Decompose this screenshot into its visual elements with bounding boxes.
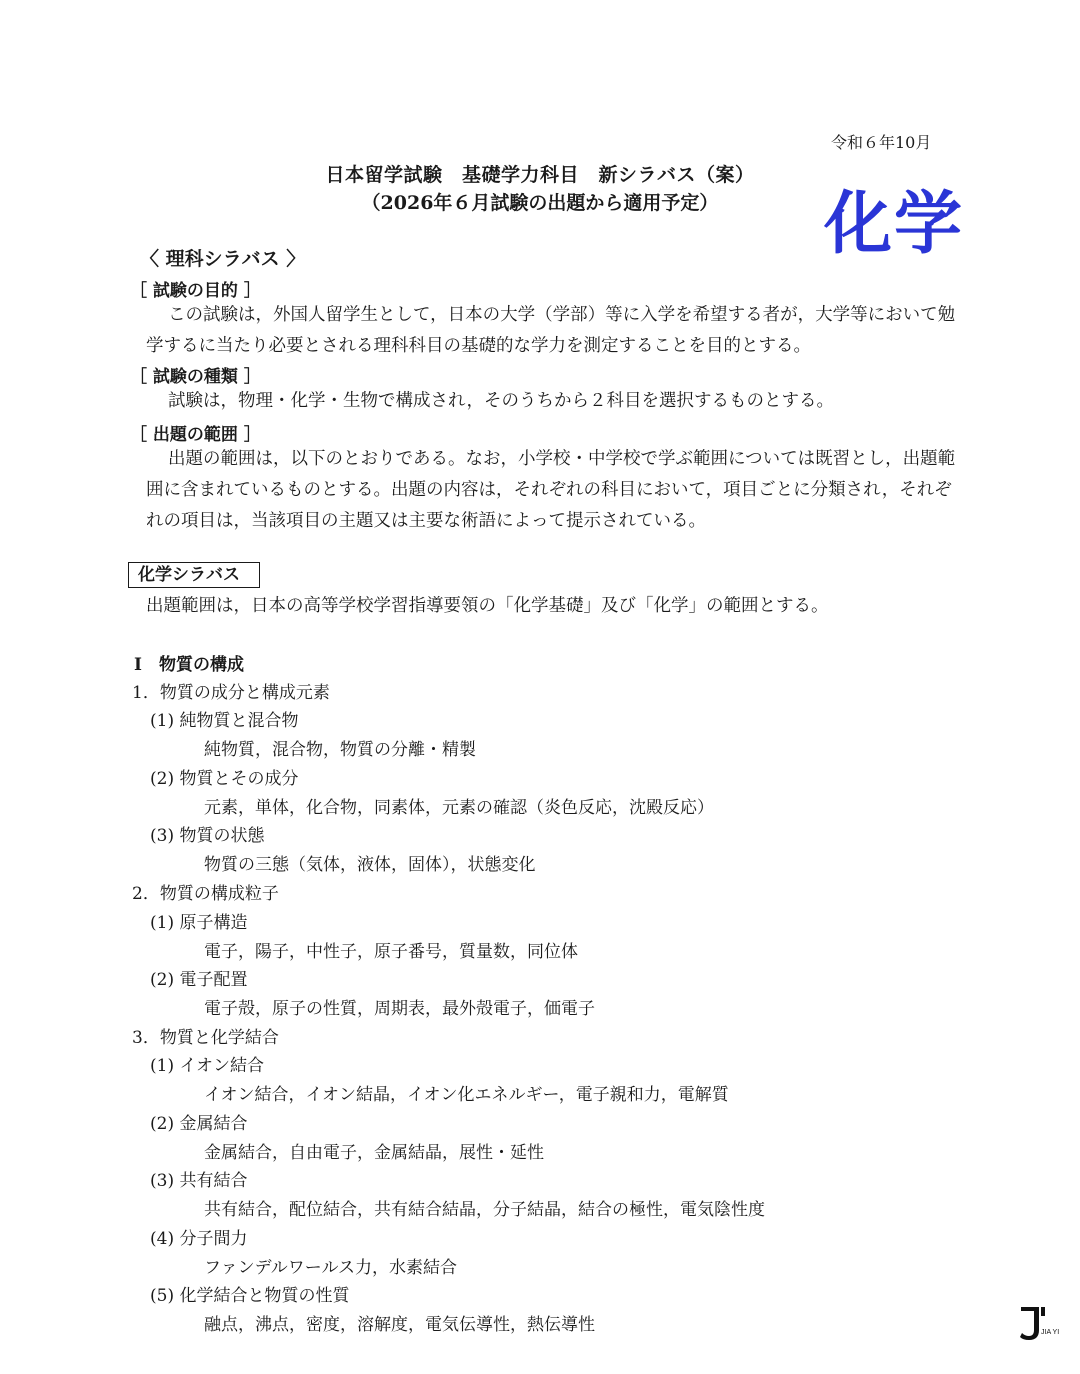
list-item: 電子殻，原子の性質，周期表，最外殻電子，価電子: [204, 999, 595, 1019]
types-text: [146, 386, 966, 417]
list-item: ファンデルワールス力，水素結合: [204, 1258, 457, 1278]
subject-heading: 化学: [824, 185, 965, 264]
document-title: 日本留学試験 基礎学力科目 新シラバス（案）: [325, 164, 755, 186]
scope-text: [146, 444, 966, 537]
list-item: (3) 物質の状態: [150, 826, 265, 846]
list-item: (1) イオン結合: [150, 1056, 264, 1076]
list-item: 共有結合，配位結合，共有結合結晶，分子結晶，結合の極性，電気陰性度: [204, 1200, 765, 1220]
types-heading: ［ 試験の種類 ］: [130, 367, 261, 387]
part-title: Ⅰ 物質の構成: [134, 655, 244, 675]
purpose-text: [146, 300, 966, 362]
document-subtitle: （2026年６月試験の出題から適用予定）: [361, 192, 719, 214]
list-item: 電子，陽子，中性子，原子番号，質量数，同位体: [204, 942, 578, 962]
document-date: 令和６年10月: [831, 133, 932, 152]
chem-syllabus-label: 化学シラバス: [128, 562, 260, 588]
list-item: 元素，単体，化合物，同素体，元素の確認（炎色反応，沈殿反応）: [204, 798, 714, 818]
list-item: (2) 電子配置: [150, 970, 248, 990]
list-item: (5) 化学結合と物質の性質: [150, 1286, 350, 1306]
list-item: 融点，沸点，密度，溶解度，電気伝導性，熱伝導性: [204, 1315, 595, 1335]
watermark-logo: [1017, 1304, 1061, 1344]
list-item: (2) 物質とその成分: [150, 769, 299, 789]
list-item: (2) 金属結合: [150, 1114, 248, 1134]
list-item: 1．物質の成分と構成元素: [132, 683, 330, 703]
list-item: イオン結合，イオン結晶，イオン化エネルギー，電子親和力，電解質: [204, 1085, 729, 1105]
list-item: 3．物質と化学結合: [132, 1028, 279, 1048]
watermark-text: JIA YI: [1041, 1329, 1060, 1336]
list-item: 純物質，混合物，物質の分離・精製: [204, 740, 476, 760]
purpose-text-body: この試験は，外国人留学生として，日本の大学（学部）等に入学を希望する者が，大学等において勉学するに当たり必要とされる理科科目の基礎的な学力を測定することを目的とする。: [146, 305, 956, 356]
list-item: (4) 分子間力: [150, 1229, 248, 1249]
types-text-body: 試験は，物理・化学・生物で構成され，そのうちから２科目を選択するものとする。: [168, 391, 835, 411]
list-item: (1) 原子構造: [150, 913, 248, 933]
list-item: (1) 純物質と混合物: [150, 711, 299, 731]
chem-scope-text: 出題範囲は，日本の高等学校学習指導要領の「化学基礎」及び「化学」の範囲とする。: [146, 596, 829, 616]
watermark-logo-icon: [1017, 1304, 1061, 1344]
list-item: 物質の三態（気体，液体，固体），状態変化: [204, 855, 536, 875]
section-title: 〈 理科シラバス 〉: [140, 248, 306, 270]
scope-heading: ［ 出題の範囲 ］: [130, 425, 261, 445]
scope-text-body: 出題の範囲は，以下のとおりである。なお，小学校・中学校で学ぶ範囲については既習とし，出題範囲に含まれているものとする。出題の内容は，それぞれの科目において，項目ごとに分類され，それぞれの項目は，当該項目の主題又は主要な術語によって提示されている。: [146, 449, 956, 531]
list-item: 金属結合，自由電子，金属結晶，展性・延性: [204, 1143, 544, 1163]
list-item: (3) 共有結合: [150, 1171, 248, 1191]
list-item: 2．物質の構成粒子: [132, 884, 279, 904]
purpose-heading: ［ 試験の目的 ］: [130, 281, 261, 301]
